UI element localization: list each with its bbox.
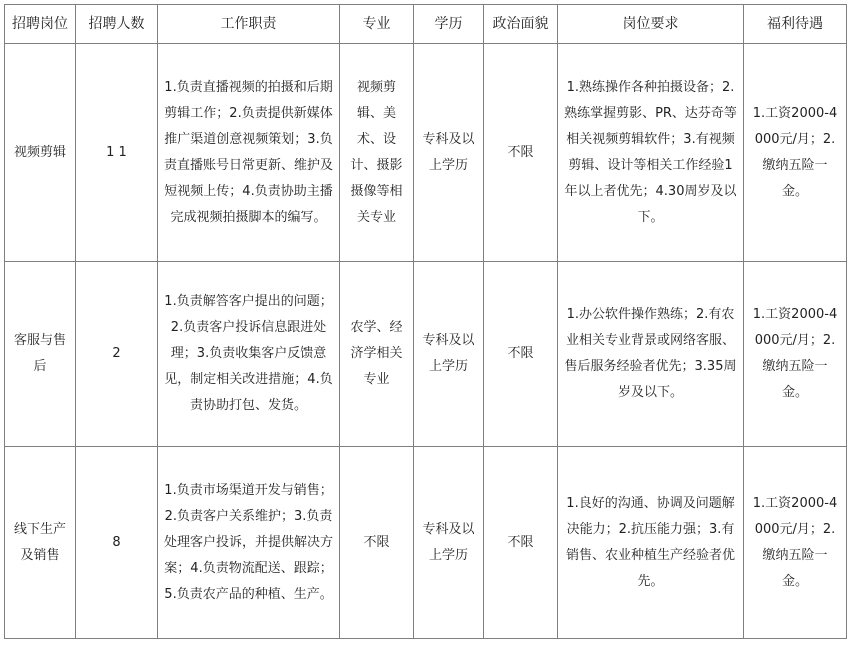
cell-position: 视频剪辑 bbox=[5, 44, 76, 262]
cell-count: 2 bbox=[76, 262, 158, 447]
table-row bbox=[5, 44, 847, 262]
cell-political: 不限 bbox=[484, 262, 558, 447]
cell-requirements: 1.办公软件操作熟练；2.有农业相关专业背景或网络客服、售后服务经验者优先；3.35周岁及以下。 bbox=[558, 262, 744, 447]
header-duties: 工作职责 bbox=[158, 5, 340, 44]
cell-education: 专科及以上学历 bbox=[414, 44, 484, 262]
cell-duties: 1.负责市场渠道开发与销售；2.负责客户关系维护；3.负责处理客户投诉，并提供解决方案；4.负责物流配送、跟踪；5.负责农产品的种植、生产。 bbox=[158, 447, 340, 639]
header-position: 招聘岗位 bbox=[5, 5, 76, 44]
cell-political: 不限 bbox=[484, 447, 558, 639]
header-education: 学历 bbox=[414, 5, 484, 44]
cell-major: 不限 bbox=[340, 447, 414, 639]
cell-welfare: 1.工资2000-4000元/月；2.缴纳五险一金。 bbox=[744, 262, 847, 447]
header-requirements: 岗位要求 bbox=[558, 5, 744, 44]
cell-welfare: 1.工资2000-4000元/月；2.缴纳五险一金。 bbox=[744, 447, 847, 639]
table-row bbox=[5, 262, 847, 447]
cell-major: 视频剪辑、美术、设计、摄影摄像等相关专业 bbox=[340, 44, 414, 262]
header-welfare: 福利待遇 bbox=[744, 5, 847, 44]
cell-requirements: 1.良好的沟通、协调及问题解决能力；2.抗压能力强；3.有销售、农业种植生产经验者优先。 bbox=[558, 447, 744, 639]
cell-political: 不限 bbox=[484, 44, 558, 262]
header-political: 政治面貌 bbox=[484, 5, 558, 44]
cell-position: 线下生产及销售 bbox=[5, 447, 76, 639]
cell-count: 1 1 bbox=[76, 44, 158, 262]
recruitment-table bbox=[4, 4, 847, 639]
header-count: 招聘人数 bbox=[76, 5, 158, 44]
header-major: 专业 bbox=[340, 5, 414, 44]
cell-education: 专科及以上学历 bbox=[414, 447, 484, 639]
header-row bbox=[5, 5, 847, 44]
cell-requirements: 1.熟练操作各种拍摄设备；2.熟练掌握剪影、PR、达芬奇等相关视频剪辑软件；3.有视频剪辑、设计等相关工作经验1年以上者优先；4.30周岁及以下。 bbox=[558, 44, 744, 262]
cell-education: 专科及以上学历 bbox=[414, 262, 484, 447]
table-row bbox=[5, 447, 847, 639]
cell-welfare: 1.工资2000-4000元/月；2.缴纳五险一金。 bbox=[744, 44, 847, 262]
cell-duties: 1.负责直播视频的拍摄和后期剪辑工作；2.负责提供新媒体推广渠道创意视频策划；3.负责直播账号日常更新、维护及短视频上传；4.负责协助主播完成视频拍摄脚本的编写。 bbox=[158, 44, 340, 262]
cell-major: 农学、经济学相关专业 bbox=[340, 262, 414, 447]
cell-position: 客服与售后 bbox=[5, 262, 76, 447]
cell-duties: 1.负责解答客户提出的问题；2.负责客户投诉信息跟进处理；3.负责收集客户反馈意见，制定相关改进措施；4.负责协助打包、发货。 bbox=[158, 262, 340, 447]
cell-count: 8 bbox=[76, 447, 158, 639]
